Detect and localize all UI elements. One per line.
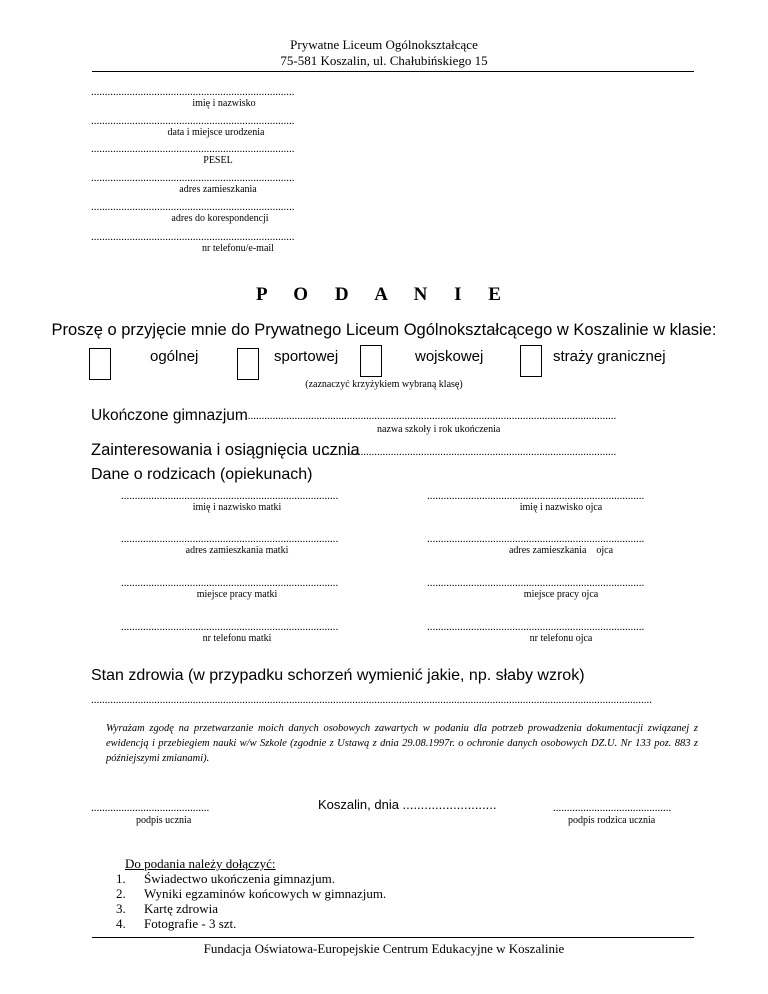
list-item-text: Świadectwo ukończenia gimnazjum. bbox=[144, 871, 335, 886]
school-address: 75-581 Koszalin, ul. Chałubińskiego 15 bbox=[280, 53, 488, 68]
field-dots: .......................................................................... bbox=[91, 172, 295, 184]
field-caption: adres zamieszkania ojca bbox=[508, 545, 614, 556]
field-dots: ............................................................................... bbox=[427, 577, 645, 589]
option-military-label: wojskowej bbox=[415, 348, 484, 365]
field-dots: ............................................................................... bbox=[427, 490, 645, 502]
field-dots: .......................................................................... bbox=[91, 143, 295, 155]
list-item bbox=[116, 871, 386, 886]
health-field[interactable]: ............................................................................................................................................................................................................ bbox=[91, 694, 652, 706]
parent-signature-field[interactable]: ........................................... bbox=[553, 802, 672, 814]
father-phone-field[interactable] bbox=[427, 621, 695, 644]
list-item bbox=[116, 886, 387, 901]
list-item bbox=[116, 916, 386, 931]
attachments-heading: Do podania należy dołączyć: bbox=[125, 856, 276, 871]
field-birth[interactable] bbox=[91, 115, 336, 138]
list-item-number: 4. bbox=[116, 916, 126, 931]
student-signature-caption: podpis ucznia bbox=[136, 815, 192, 826]
field-dots: .......................................................................... bbox=[91, 86, 295, 98]
list-item-text: Fotografie - 3 szt. bbox=[144, 916, 237, 931]
field-dots: .......................................................................... bbox=[91, 201, 295, 213]
interests-field[interactable]: ........................................................................................................... bbox=[322, 446, 617, 458]
field-pesel[interactable] bbox=[91, 143, 336, 166]
field-caption: nr telefonu matki bbox=[202, 633, 272, 644]
field-caption: adres zamieszkania matki bbox=[185, 545, 289, 556]
field-correspondence[interactable] bbox=[91, 201, 336, 224]
checkbox-general[interactable] bbox=[89, 348, 111, 380]
field-dots: ............................................................................... bbox=[427, 533, 645, 545]
field-dots: .......................................................................... bbox=[91, 115, 295, 127]
footer-text: Fundacja Oświatowa-Europejskie Centrum Edukacyjne w Koszalinie bbox=[203, 941, 565, 956]
mother-phone-field[interactable] bbox=[121, 621, 389, 644]
father-name-field[interactable] bbox=[427, 490, 695, 513]
field-phone[interactable] bbox=[91, 231, 336, 254]
list-item-number: 3. bbox=[116, 901, 126, 916]
student-signature-field[interactable]: ........................................... bbox=[91, 802, 210, 814]
application-lead: Proszę o przyjęcie mnie do Prywatnego Liceum Ogólnokształcącego w Koszalinie w klasie: bbox=[51, 321, 717, 339]
field-caption: imię i nazwisko bbox=[192, 98, 256, 109]
mother-address-field[interactable] bbox=[121, 533, 389, 556]
gimnazjum-field[interactable]: ....................................................................................................................................... bbox=[245, 410, 617, 422]
field-caption: adres zamieszkania bbox=[179, 184, 257, 195]
class-hint: (zaznaczyć krzyżykiem wybraną klasę) bbox=[305, 379, 463, 390]
field-address[interactable] bbox=[91, 172, 336, 195]
option-border-guard-label: straży granicznej bbox=[553, 348, 666, 365]
attachments-list bbox=[116, 856, 387, 931]
footer-divider bbox=[92, 937, 694, 938]
mother-work-field[interactable] bbox=[121, 577, 389, 600]
place-date[interactable]: Koszalin, dnia .......................... bbox=[318, 797, 497, 812]
field-caption: miejsce pracy ojca bbox=[523, 589, 599, 600]
consent-text: Wyrażam zgodę na przetwarzanie moich danych osobowych zawartych w podaniu dla potrzeb prowadzenia dokumentacji związanej z ewidencją i przebiegiem nauki w/w Szkole (zgodnie z Ustawą z dnia 29.08.1997r. o ochronie danych osobowych DZ.U. Nr 133 poz. 883 z późniejszymi zmianami). bbox=[106, 723, 698, 764]
field-caption: miejsce pracy matki bbox=[196, 589, 278, 600]
interests-label: Zainteresowania i osiągnięcia ucznia bbox=[91, 441, 360, 459]
list-item-number: 1. bbox=[116, 871, 126, 886]
checkbox-military[interactable] bbox=[360, 345, 382, 377]
list-item-text: Wyniki egzaminów końcowych w gimnazjum. bbox=[144, 886, 387, 901]
field-dots: .......................................................................... bbox=[91, 231, 295, 243]
field-dots: ............................................................................... bbox=[121, 490, 339, 502]
field-dots: ............................................................................... bbox=[121, 621, 339, 633]
father-address-field[interactable] bbox=[427, 533, 695, 556]
father-work-field[interactable] bbox=[427, 577, 695, 600]
field-caption: nr telefonu/e-mail bbox=[202, 243, 274, 254]
gimnazjum-label: Ukończone gimnazjum bbox=[91, 407, 248, 424]
gimnazjum-caption: nazwa szkoły i rok ukończenia bbox=[377, 424, 501, 435]
list-item-number: 2. bbox=[116, 886, 126, 901]
health-label: Stan zdrowia (w przypadku schorzeń wymienić jakie, np. słaby wzrok) bbox=[91, 667, 585, 684]
list-item-text: Kartę zdrowia bbox=[144, 901, 218, 916]
field-dots: ............................................................................... bbox=[121, 577, 339, 589]
field-caption: nr telefonu ojca bbox=[529, 633, 593, 644]
school-name: Prywatne Liceum Ogólnokształcące bbox=[290, 37, 478, 52]
mother-name-field[interactable] bbox=[121, 490, 389, 513]
option-general-label: ogólnej bbox=[150, 348, 199, 365]
field-caption: adres do korespondencji bbox=[171, 213, 269, 224]
document-title: P O D A N I E bbox=[256, 284, 512, 305]
field-dots: ............................................................................... bbox=[121, 533, 339, 545]
checkbox-sport[interactable] bbox=[237, 348, 259, 380]
parent-signature-caption: podpis rodzica ucznia bbox=[568, 815, 656, 826]
field-caption: imię i nazwisko ojca bbox=[519, 502, 603, 513]
field-caption: imię i nazwisko matki bbox=[192, 502, 282, 513]
field-caption: data i miejsce urodzenia bbox=[167, 127, 265, 138]
field-caption: PESEL bbox=[203, 155, 233, 166]
field-dots: ............................................................................... bbox=[427, 621, 645, 633]
checkbox-border-guard[interactable] bbox=[520, 345, 542, 377]
header-divider bbox=[92, 71, 694, 72]
option-sport-label: sportowej bbox=[274, 348, 339, 365]
field-name[interactable] bbox=[91, 86, 336, 109]
parents-label: Dane o rodzicach (opiekunach) bbox=[91, 466, 313, 483]
list-item bbox=[116, 901, 386, 916]
